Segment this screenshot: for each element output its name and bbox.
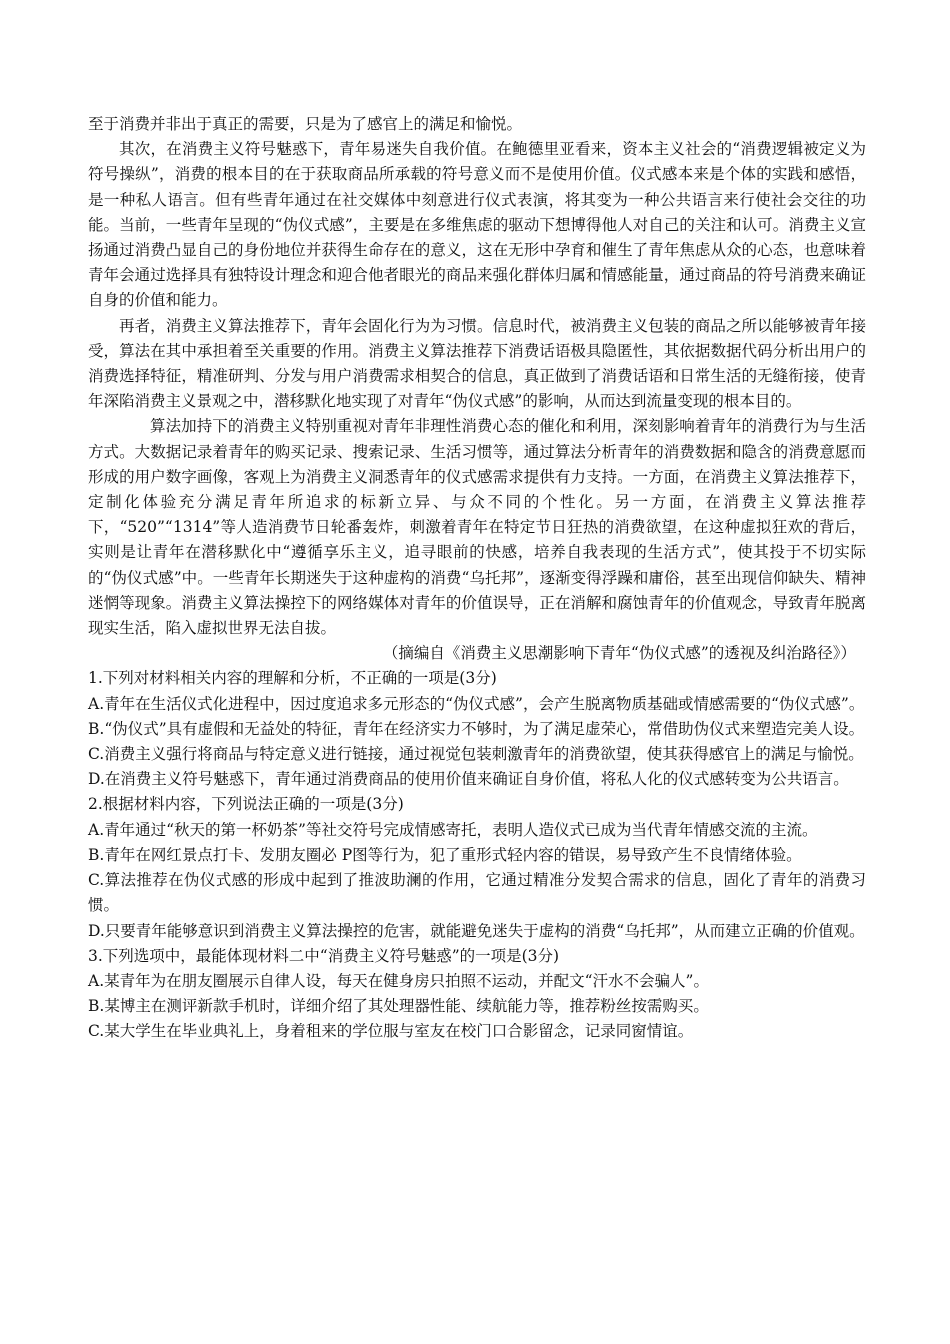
question-3-option-b: B.某博主在测评新款手机时，详细介绍了其处理器性能、续航能力等，推荐粉丝按需购买。: [88, 997, 709, 1016]
question-2-option-b: B.青年在网红景点打卡、发朋友圈必 P图等行为，犯了重形式轻内容的错误，易导致产生不良情绪体验。: [88, 845, 802, 864]
question-1-option-c: C.消费主义强行将商品与特定意义进行链接，通过视觉包装刺激青年的消费欲望，使其获得感官上的满足与愉悦。: [88, 745, 864, 764]
question-1-option-a: A.青年在生活仪式化进程中，因过度追求多元形态的“伪仪式感”，会产生脱离物质基础或情感需要的“伪仪式感”。: [88, 694, 865, 713]
question-2-option-a: A.青年通过“秋天的第一杯奶茶”等社交符号完成情感寄托，表明人造仪式已成为当代青年情感交流的主流。: [88, 820, 818, 839]
question-2-stem: 2.根据材料内容，下列说法正确的一项是(3分): [88, 795, 404, 814]
question-1-option-d: D.在消费主义符号魅惑下，青年通过消费商品的使用价值来确证自身价值，将私人化的仪式感转变为公共语言。: [88, 770, 849, 789]
question-1-option-b: B.“伪仪式”具有虚假和无益处的特征，青年在经济实力不够时，为了满足虚荣心，常借助伪仪式来塑造完美人设。: [88, 719, 865, 738]
passage-paragraph-2: 其次，在消费主义符号魅惑下，青年易迷失自我价值。在鲍德里亚看来，资本主义社会的“消费逻辑被定义为符号操纵”，消费的根本目的在于获取商品所承载的符号意义而不是使用价值。仪式感本来是个体的实践和感悟，是一种私人语言。但有些青年通过在社交媒体中刻意进行仪式表演，将其变为一种公共语言来行使社会交往的功能。当前，一些青年呈现的“伪仪式感”，主要是在多维焦虑的驱动下想博得他人对自己的关注和认可。消费主义宣扬通过消费凸显自己的身份地位并获得生命存在的意义，这在无形中孕育和催生了青年焦虑从众的心态，也意味着青年会通过选择具有独特设计理念和迎合他者眼光的商品来强化群体归属和情感能量，通过商品的符号消费来确证自身的价值和能力。: [88, 140, 866, 310]
document-page: [88, 112, 866, 1045]
passage-paragraph-3: 再者，消费主义算法推荐下，青年会固化行为为习惯。信息时代，被消费主义包装的商品之所以能够被青年接受，算法在其中承担着至关重要的作用。消费主义算法推荐下消费话语极具隐匿性，其依据数据代码分析出用户的消费选择特征，精准研判、分发与用户消费需求相契合的信息，真正做到了消费话语和日常生活的无缝衔接，使青年深陷消费主义景观之中，潜移默化地实现了对青年“伪仪式感”的影响，从而达到流量变现的根本目的。: [88, 316, 866, 411]
question-2-option-d: D.只要青年能够意识到消费主义算法操控的危害，就能避免迷失于虚构的消费“乌托邦”，从而建立正确的价值观。: [88, 921, 865, 940]
passage-lead-line: 至于消费并非出于真正的需要，只是为了感官上的满足和愉悦。: [88, 115, 523, 133]
question-3-stem: 3.下列选项中，最能体现材料二中“消费主义符号魅惑”的一项是(3分): [88, 946, 560, 965]
passage-paragraph-4: 算法加持下的消费主义特别重视对青年非理性消费心态的催化和利用，深刻影响着青年的消费行为与生活方式。大数据记录着青年的购买记录、搜索记录、生活习惯等，通过算法分析青年的消费数据和隐含的消费意愿而形成的用户数字画像，客观上为消费主义洞悉青年的仪式感需求提供有力支持。一方面，在消费主义算法推荐下，定制化体验充分满足青年所追求的标新立异、与众不同的个性化。另一方面，在消费主义算法推荐下，“520”“1314”等人造消费节日轮番轰炸，刺激着青年在特定节日狂热的消费欲望，在这种虚拟狂欢的背后，实则是让青年在潜移默化中“遵循享乐主义，追寻眼前的快感，培养自我表现的生活方式”，使其投于不切实际的“伪仪式感”中。一些青年长期迷失于这种虚构的消费“乌托邦”，逐渐变得浮躁和庸俗，甚至出现信仰缺失、精神迷惘等现象。消费主义算法操控下的网络媒体对青年的价值误导，正在消解和腐蚀青年的价值观念，导致青年脱离现实生活，陷入虚拟世界无法自拔。: [88, 417, 866, 638]
question-3-option-c: C.某大学生在毕业典礼上，身着租来的学位服与室友在校门口合影留念，记录同窗情谊。: [88, 1022, 694, 1041]
question-3-option-a: A.某青年为在朋友圈展示自律人设，每天在健身房只拍照不运动，并配文“汗水不会骗人”。: [88, 971, 709, 990]
question-1-stem: 1.下列对材料相关内容的理解和分析，不正确的一项是(3分): [88, 669, 497, 688]
question-2-option-c: C.算法推荐在伪仪式感的形成中起到了推波助澜的作用，它通过精准分发契合需求的信息，固化了青年的消费习惯。: [88, 871, 866, 915]
passage-source: （摘编自《消费主义思潮影响下青年“伪仪式感”的透视及纠治路径》）: [382, 644, 856, 663]
